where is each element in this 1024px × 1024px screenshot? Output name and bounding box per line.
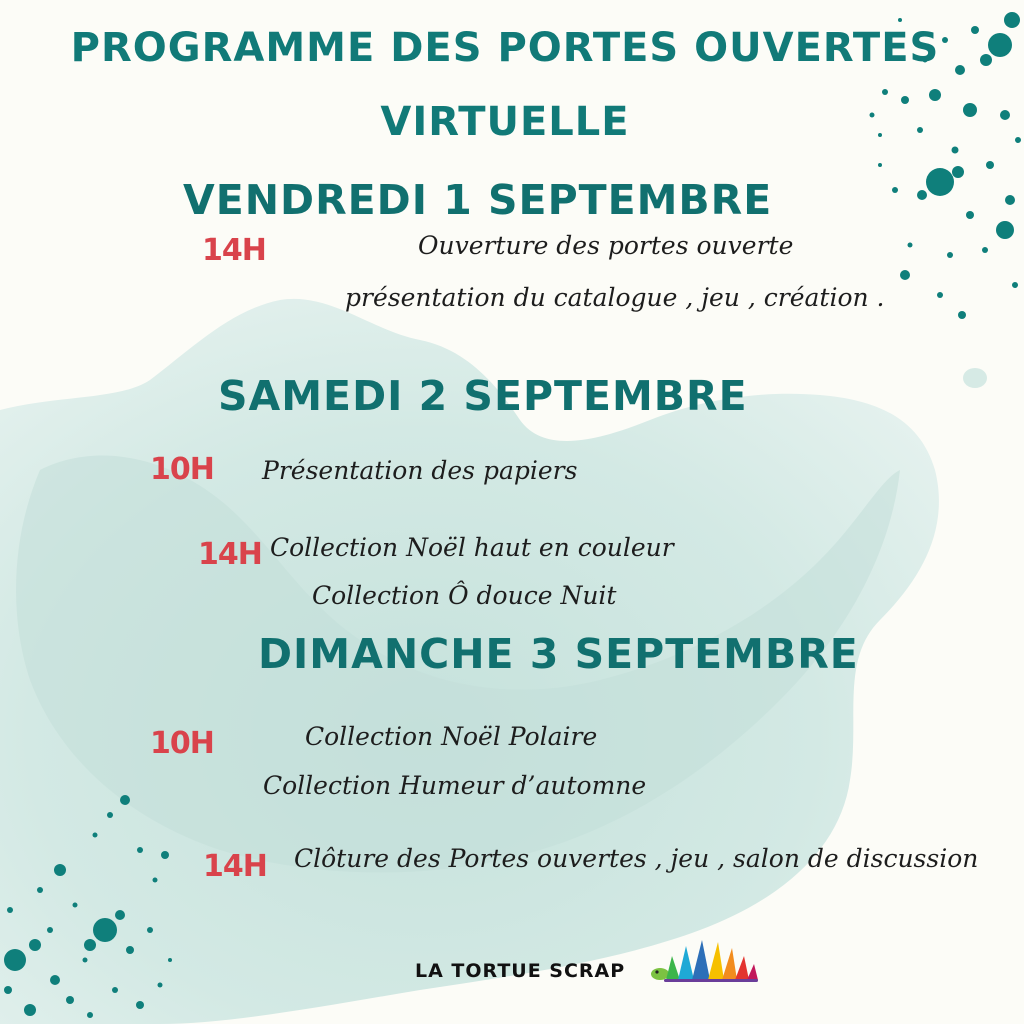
rainbow-turtle-logo-icon: [650, 934, 760, 990]
time-label: 14H: [202, 233, 266, 268]
title-line-1: PROGRAMME DES PORTES OUVERTES: [70, 25, 940, 71]
event-text: Collection Humeur d’automne: [263, 771, 647, 800]
event-text: Clôture des Portes ouvertes , jeu , salon de discussion: [294, 844, 979, 873]
time-label: 14H: [198, 537, 262, 572]
title-line-2: VIRTUELLE: [380, 99, 630, 145]
day-heading-vendredi: VENDREDI 1 SEPTEMBRE: [183, 176, 773, 224]
time-label: 10H: [150, 726, 214, 761]
time-label: 10H: [150, 452, 214, 487]
time-label: 14H: [203, 849, 267, 884]
event-text: Ouverture des portes ouverte: [418, 231, 794, 260]
event-text: Présentation des papiers: [262, 456, 578, 485]
day-heading-dimanche: DIMANCHE 3 SEPTEMBRE: [258, 630, 859, 678]
event-text: Collection Noël Polaire: [305, 722, 598, 751]
event-text: présentation du catalogue , jeu , création .: [345, 283, 885, 312]
brand-name: LA TORTUE SCRAP: [415, 960, 626, 982]
event-text: Collection Ô douce Nuit: [312, 581, 617, 610]
day-heading-samedi: SAMEDI 2 SEPTEMBRE: [218, 372, 748, 420]
event-text: Collection Noël haut en couleur: [270, 533, 674, 562]
